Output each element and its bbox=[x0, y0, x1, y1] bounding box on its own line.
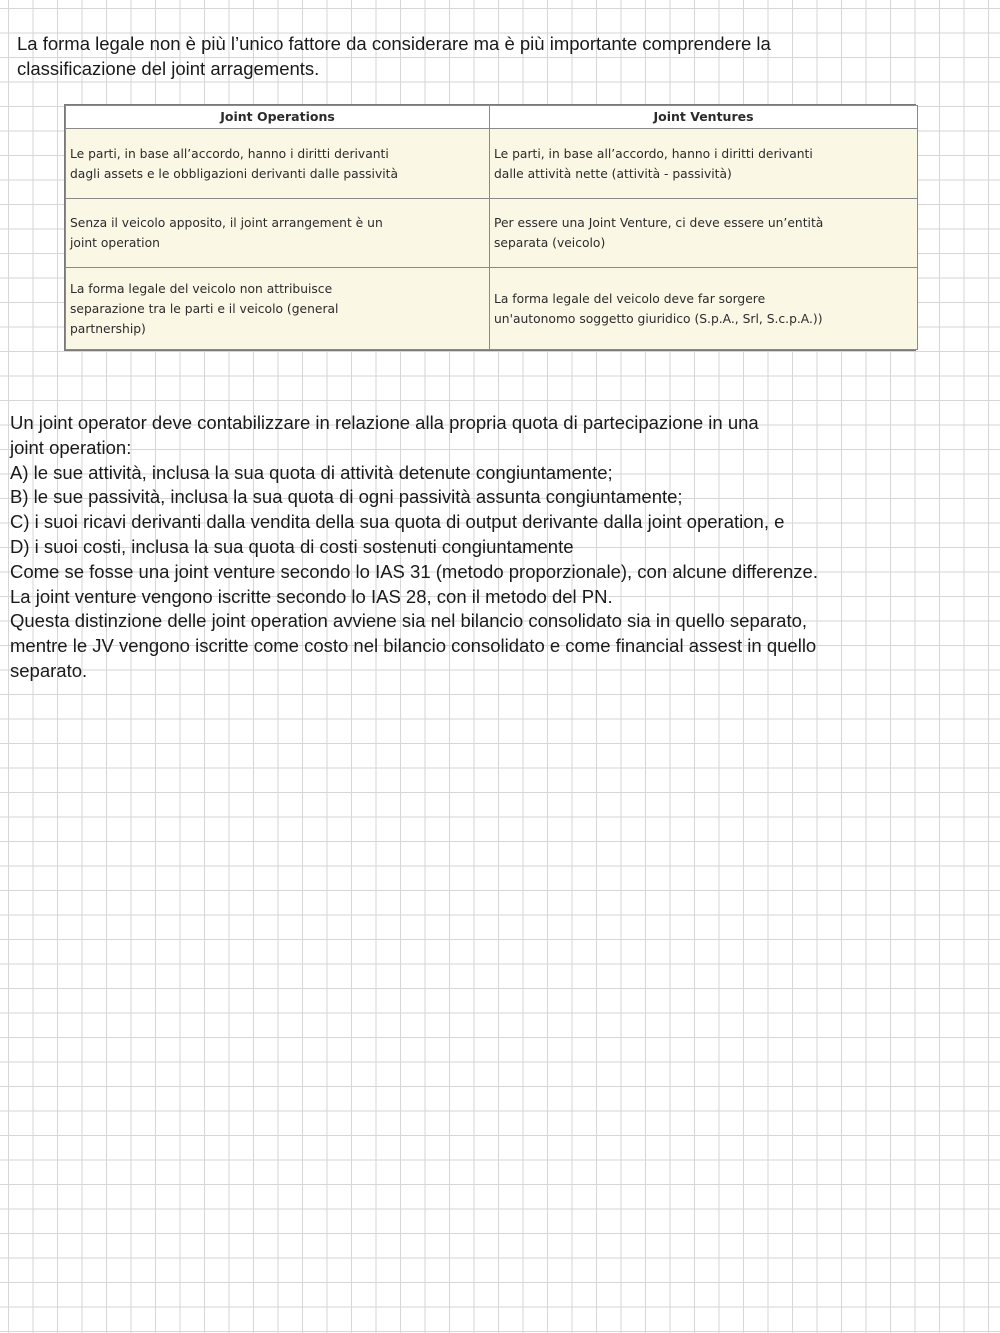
table-row bbox=[66, 199, 918, 268]
table-cell: La forma legale del veicolo non attribuisce separazione tra le parti e il veicolo (general partnership) bbox=[66, 268, 490, 350]
comparison-table-image bbox=[64, 104, 916, 351]
header-joint-operations: Joint Operations bbox=[66, 106, 490, 129]
header-joint-ventures: Joint Ventures bbox=[490, 106, 918, 129]
list-item-d: D) i suoi costi, inclusa la sua quota di costi sostenuti congiuntamente bbox=[10, 535, 574, 557]
table-cell: Senza il veicolo apposito, il joint arrangement è un joint operation bbox=[66, 199, 490, 268]
body-line: Come se fosse una joint venture secondo lo IAS 31 (metodo proporzionale), con alcune differenze. bbox=[10, 560, 818, 582]
table-cell: Le parti, in base all’accordo, hanno i diritti derivanti dagli assets e le obbligazioni derivanti dalle passività bbox=[66, 129, 490, 199]
intro-paragraph: La forma legale non è più l’unico fattore da considerare ma è più importante comprendere la classificazione del joint arragements. bbox=[17, 33, 771, 79]
list-item-a: A) le sue attività, inclusa la sua quota di attività detenute congiuntamente; bbox=[10, 461, 613, 483]
body-line: Un joint operator deve contabilizzare in relazione alla propria quota di partecipazione in una bbox=[10, 412, 759, 433]
table-header-row bbox=[66, 106, 918, 129]
body-line: La joint venture vengono iscritte secondo lo IAS 28, con il metodo del PN. bbox=[10, 585, 613, 607]
table-row bbox=[66, 129, 918, 199]
list-item-b: B) le sue passività, inclusa la sua quota di ogni passività assunta congiuntamente; bbox=[10, 486, 683, 508]
table-row bbox=[66, 268, 918, 350]
list-item-c: C) i suoi ricavi derivanti dalla vendita della sua quota di output derivante dalla joint operation, e bbox=[10, 511, 785, 533]
table-cell: La forma legale del veicolo deve far sorgere un'autonomo soggetto giuridico (S.p.A., Srl, S.c.p.A.)) bbox=[490, 268, 918, 350]
body-line: separato. bbox=[10, 659, 88, 681]
body-line: mentre le JV vengono iscritte come costo nel bilancio consolidato e come financial assest in quello bbox=[10, 635, 817, 657]
body-line: joint operation: bbox=[10, 436, 132, 458]
table-cell: Per essere una Joint Venture, ci deve essere un’entità separata (veicolo) bbox=[490, 199, 918, 268]
body-line: Questa distinzione delle joint operation avviene sia nel bilancio consolidato sia in quello separato, bbox=[10, 610, 808, 632]
body-text bbox=[10, 411, 985, 684]
comparison-table bbox=[65, 105, 918, 350]
table-cell: Le parti, in base all’accordo, hanno i diritti derivanti dalle attività nette (attività - passività) bbox=[490, 129, 918, 199]
